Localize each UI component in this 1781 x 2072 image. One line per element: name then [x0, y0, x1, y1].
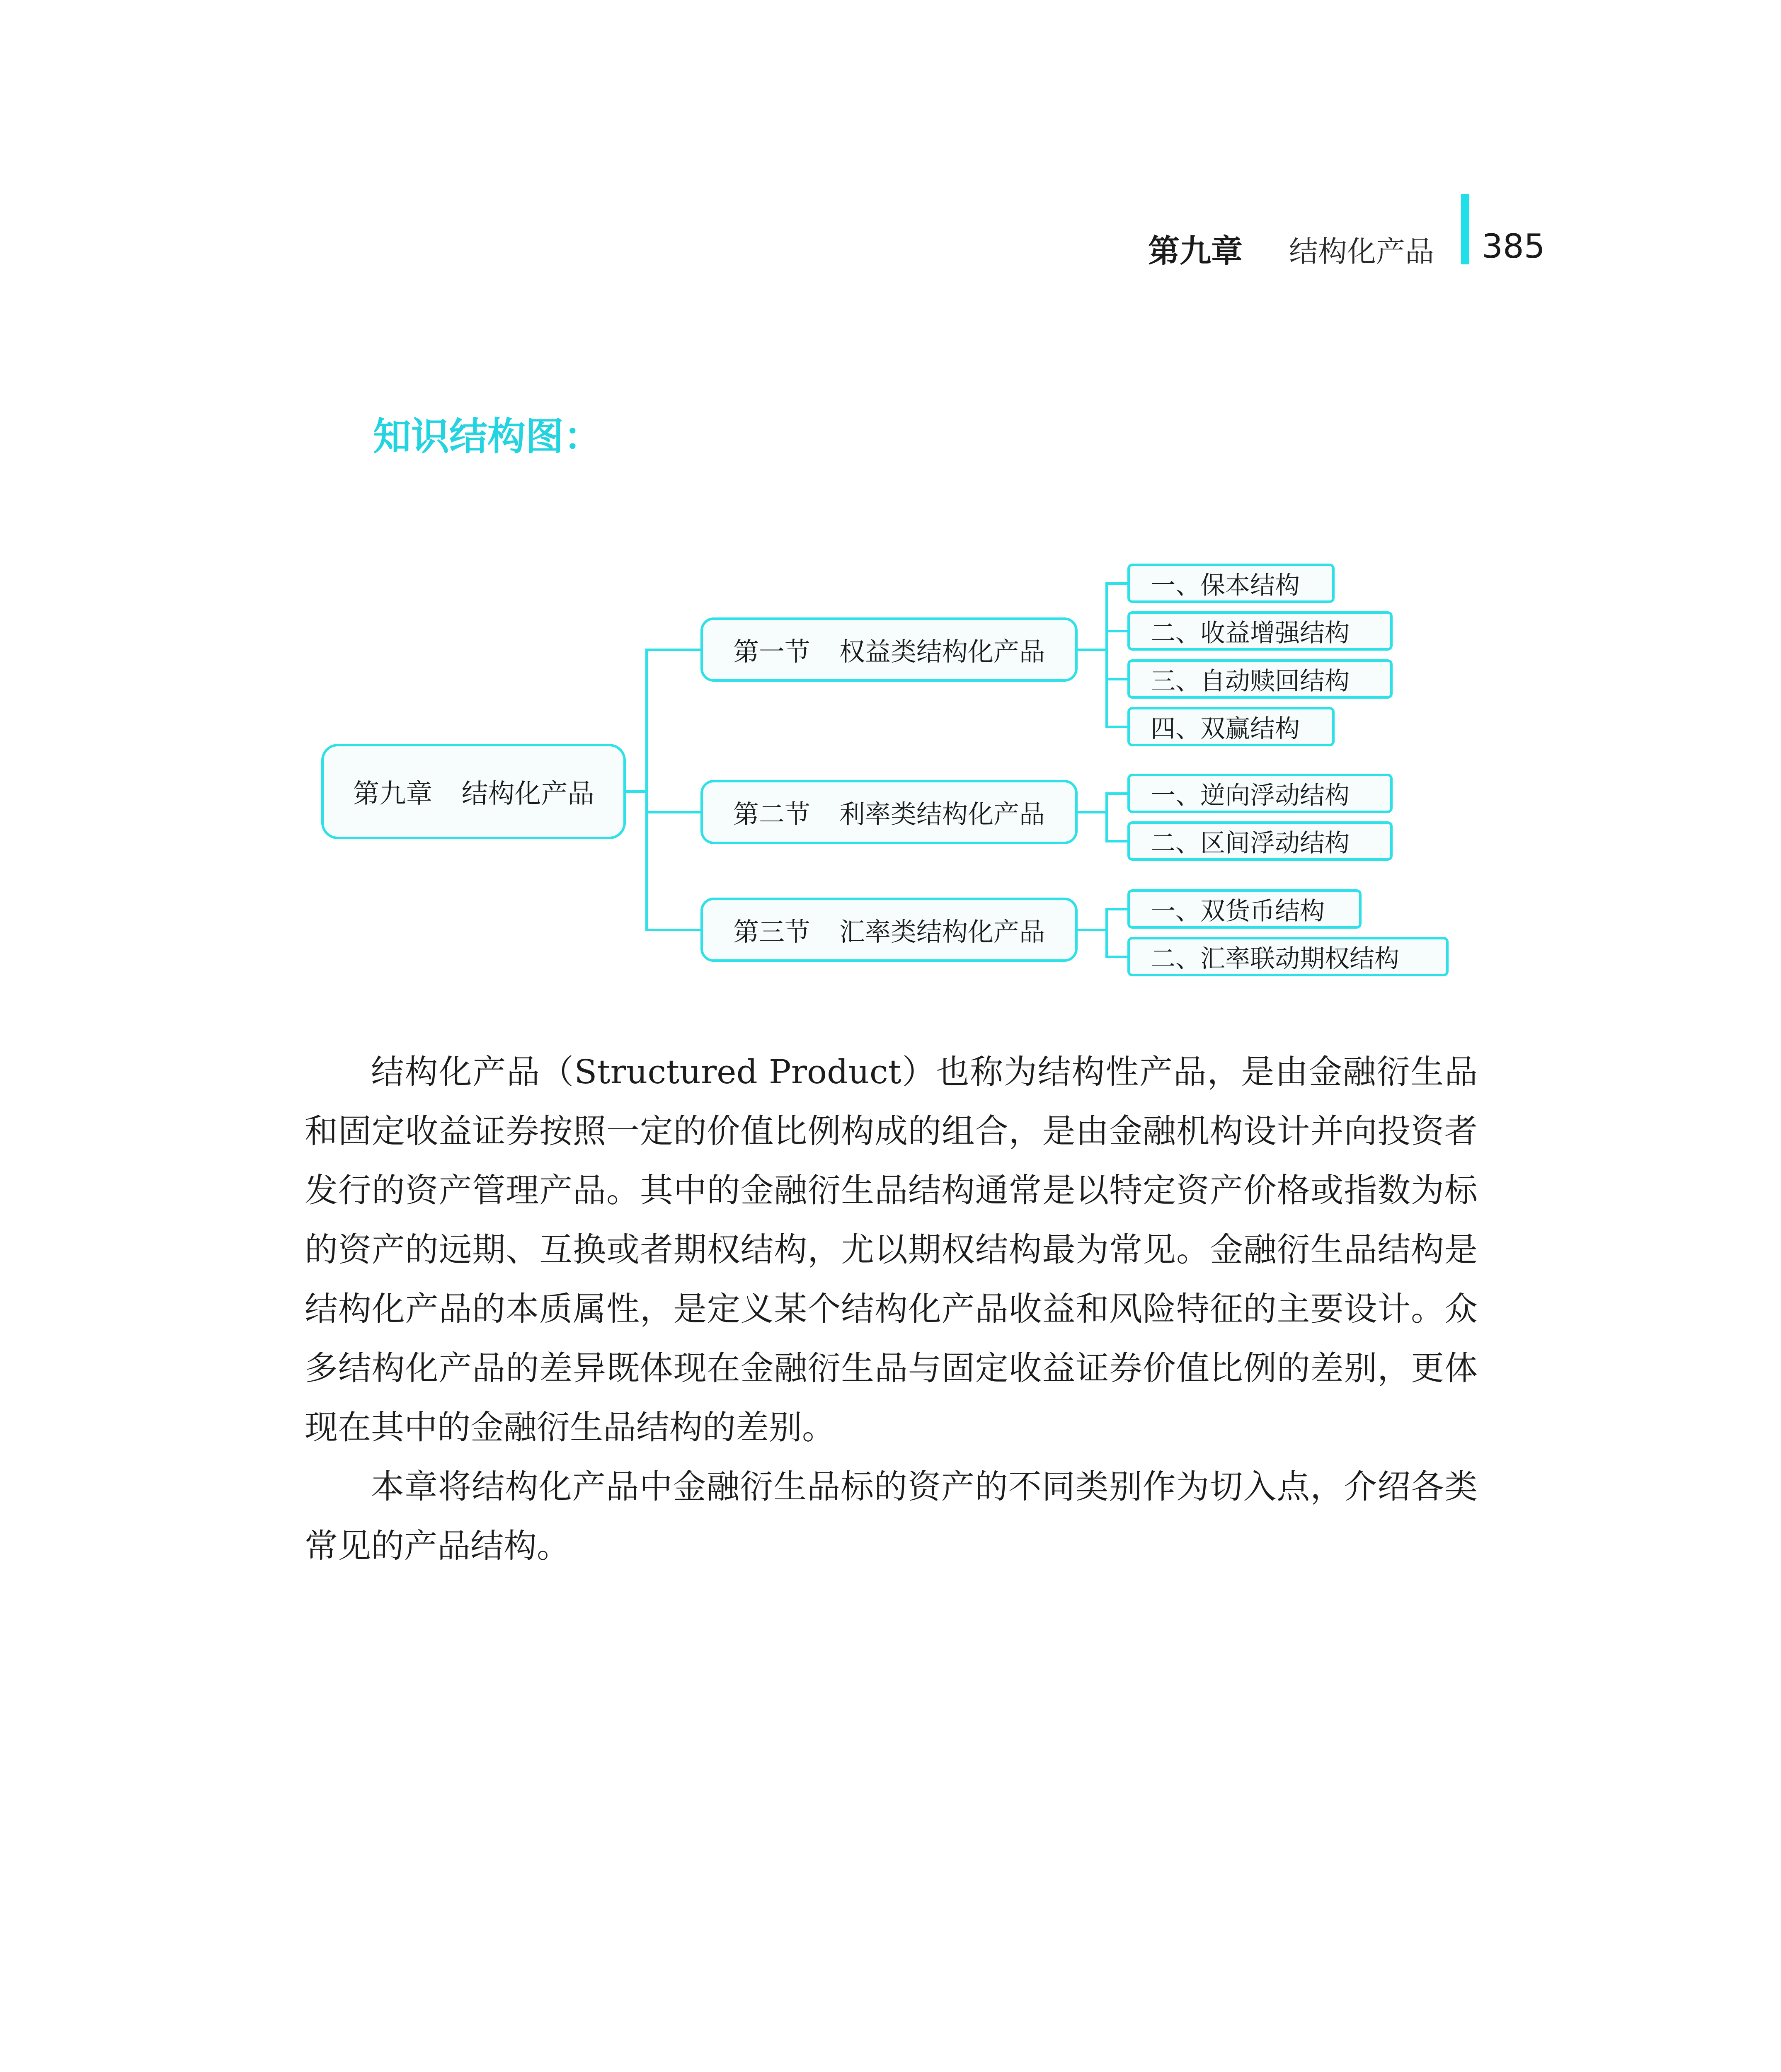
body-paragraph: 结构化产品（Structured Product）也称为结构性产品，是由金融衍生品和固定收益证券按照一定的价值比例构成的组合，是由金融机构设计并向投资者发行的资产管理产品。其中的金融衍生品结构通常是以特定资产价格或指数为标的资产的远期、互换或者期权结构，尤以期权结构最为常见。金融衍生品结构是结构化产品的本质属性，是定义某个结构化产品收益和风险特征的主要设计。众多结构化产品的差异既体现在金融衍生品与固定收益证券价值比例的差别，更体现在其中的金融衍生品结构的差别。: [305, 1053, 1478, 1447]
diagram-item-node: 二、区间浮动结构: [1127, 821, 1393, 861]
section-title: 权益类结构化产品: [839, 637, 1045, 667]
diagram-item-node: 三、自动赎回结构: [1127, 659, 1393, 699]
connector: [1078, 811, 1107, 813]
connector: [1105, 630, 1127, 632]
connector: [1078, 649, 1107, 651]
connector: [1105, 792, 1127, 795]
diagram-item-node: 一、保本结构: [1127, 564, 1335, 603]
connector: [645, 649, 700, 651]
page-number: 385: [1482, 227, 1545, 266]
connector: [1105, 908, 1127, 910]
diagram-section-node: [700, 898, 1078, 962]
connector: [1105, 726, 1127, 728]
section-number: 第三节: [733, 917, 810, 947]
root-chapter-label: 第九章: [353, 779, 433, 809]
connector: [1105, 792, 1108, 842]
connector: [1078, 929, 1107, 931]
section-title: 利率类结构化产品: [839, 799, 1045, 829]
connector: [1105, 582, 1127, 585]
diagram-item-node: 四、双赢结构: [1127, 707, 1335, 746]
connector: [645, 649, 648, 931]
root-title-label: 结构化产品: [461, 779, 594, 809]
connector: [1105, 582, 1108, 728]
running-header-topic: 结构化产品: [1289, 235, 1434, 269]
knowledge-structure-title: 知识结构图：: [373, 414, 602, 459]
knowledge-structure-diagram: [0, 0, 1781, 995]
connector: [1105, 840, 1127, 842]
diagram-section-node: [700, 780, 1078, 844]
connector: [645, 811, 700, 813]
section-title: 汇率类结构化产品: [839, 917, 1045, 947]
diagram-section-node: [700, 617, 1078, 682]
diagram-item-node: 一、逆向浮动结构: [1127, 774, 1393, 813]
body-paragraph: 本章将结构化产品中金融衍生品标的资产的不同类别作为切入点，介绍各类常见的产品结构。: [305, 1467, 1478, 1565]
connector: [1105, 908, 1108, 958]
diagram-root-node: [321, 744, 626, 839]
diagram-item-node: 二、收益增强结构: [1127, 611, 1393, 651]
running-header-chapter: 第九章: [1148, 232, 1243, 269]
section-number: 第一节: [733, 637, 810, 667]
connector: [626, 790, 647, 793]
diagram-item-node: 二、汇率联动期权结构: [1127, 937, 1449, 976]
connector: [1105, 956, 1127, 958]
section-number: 第二节: [733, 799, 810, 829]
connector: [1105, 678, 1127, 680]
connector: [645, 929, 700, 931]
diagram-item-node: 一、双货币结构: [1127, 889, 1362, 929]
